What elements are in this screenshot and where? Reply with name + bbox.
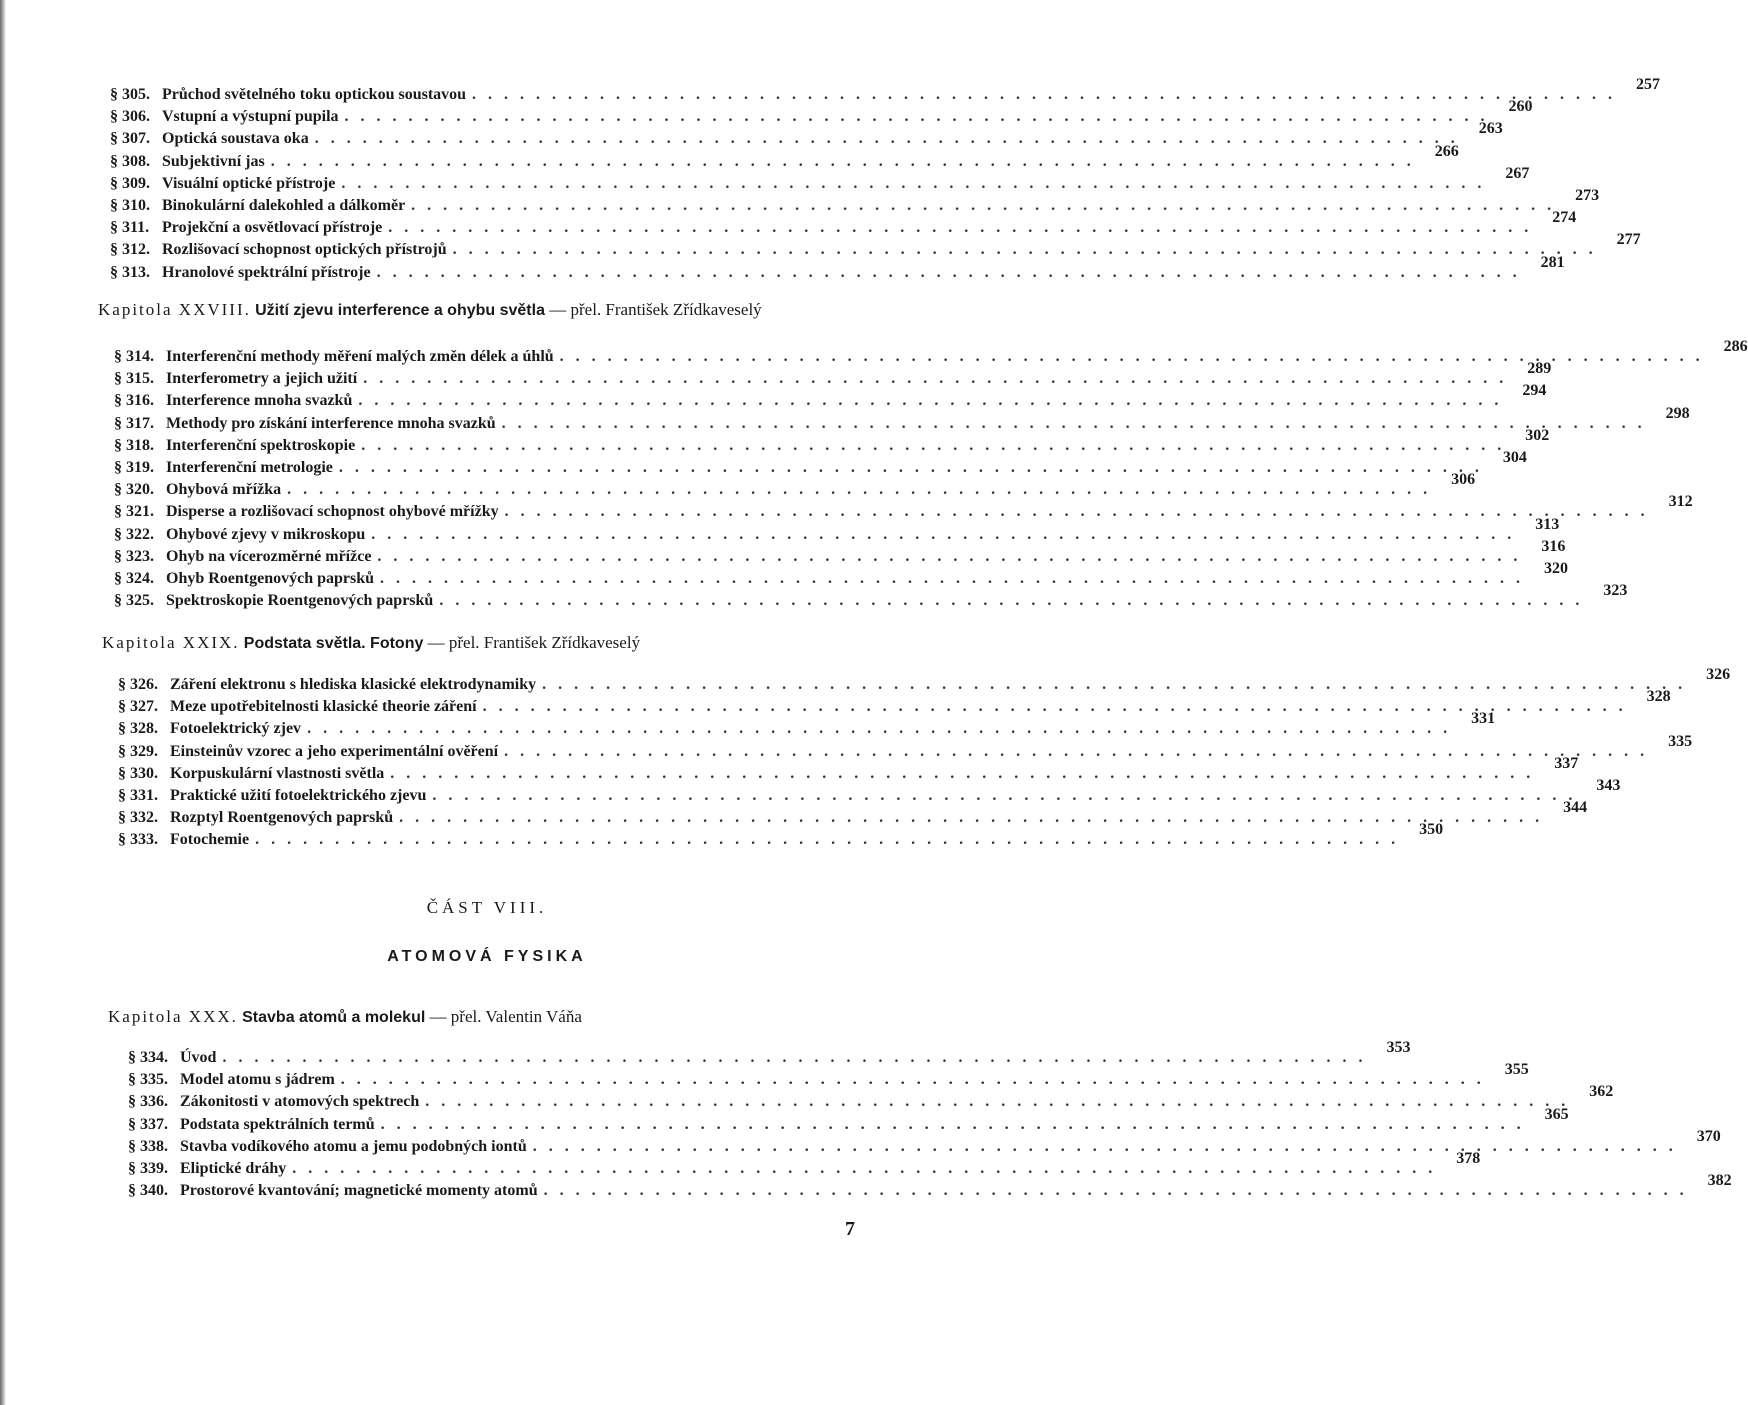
page-reference: 350 xyxy=(1419,821,1444,839)
part-label: ČÁST VIII. xyxy=(426,898,548,917)
toc-entry xyxy=(118,821,1444,851)
dot-leader xyxy=(542,674,1686,696)
page-reference: 382 xyxy=(1707,1172,1732,1190)
chapter-translator: — přel. František Zřídkaveselý xyxy=(427,633,641,652)
section-number: § 328. xyxy=(118,720,158,738)
toc-block-continuation xyxy=(110,76,1661,284)
section-number: § 324. xyxy=(114,569,154,587)
section-number: § 317. xyxy=(114,414,154,432)
section-number: § 332. xyxy=(118,809,158,827)
section-title: Binokulární dalekohled a dálkoměr xyxy=(162,196,406,214)
page-reference: 257 xyxy=(1636,76,1661,93)
section-title: Interference mnoha svazků xyxy=(166,392,353,410)
toc-entry xyxy=(128,1039,1411,1069)
dot-leader xyxy=(315,128,1459,150)
page-reference: 306 xyxy=(1451,471,1476,489)
section-title: Podstata spektrálních termů xyxy=(180,1115,375,1133)
section-title: Spektroskopie Roentgenových paprsků xyxy=(166,592,434,610)
page-reference: 320 xyxy=(1544,559,1569,577)
section-number: § 321. xyxy=(114,503,154,521)
toc-entry xyxy=(114,338,1748,368)
toc-entry xyxy=(118,688,1671,718)
dot-leader xyxy=(222,1047,1366,1069)
toc-entry xyxy=(110,209,1577,239)
toc-block-chapter-xxviii xyxy=(114,338,1748,612)
toc-entry xyxy=(114,493,1693,523)
section-title: Disperse a rozlišovací schopnost ohybové mřížky xyxy=(166,503,499,521)
toc-entry xyxy=(110,76,1661,106)
page-reference: 378 xyxy=(1456,1149,1481,1167)
toc-entry xyxy=(110,186,1600,217)
section-number: § 306. xyxy=(110,108,150,126)
dot-leader xyxy=(439,590,1583,612)
toc-entry xyxy=(114,537,1566,568)
toc-entry xyxy=(128,1105,1569,1136)
section-title: Projekční a osvětlovací přístroje xyxy=(162,219,383,237)
dot-leader xyxy=(399,807,1543,829)
toc-entry xyxy=(114,515,1560,546)
toc-entry xyxy=(114,471,1476,501)
toc-entry xyxy=(114,360,1552,390)
dot-leader xyxy=(255,829,1399,851)
dot-leader xyxy=(287,479,1431,501)
page-reference: 302 xyxy=(1525,426,1550,444)
section-title: Prostorové kvantování; magnetické momenty atomů xyxy=(180,1182,538,1200)
section-number: § 316. xyxy=(114,392,154,410)
toc-entry xyxy=(110,120,1503,150)
dot-leader xyxy=(339,457,1483,479)
page-reference: 344 xyxy=(1563,799,1588,817)
dot-leader xyxy=(411,195,1555,217)
section-number: § 308. xyxy=(110,152,150,170)
page-reference: 362 xyxy=(1589,1083,1614,1101)
section-number: § 305. xyxy=(110,86,150,103)
section-title: Záření elektronu s hlediska klasické elektrodynamiky xyxy=(170,676,537,693)
section-title: Vstupní a výstupní pupila xyxy=(162,108,339,126)
chapter-translator: — přel. František Zřídkaveselý xyxy=(549,300,762,319)
dot-leader xyxy=(505,501,1649,523)
section-title: Korpuskulární vlastnosti světla xyxy=(170,764,385,782)
section-title: Fotochemie xyxy=(170,831,250,849)
toc-entry xyxy=(110,142,1459,173)
page-reference: 355 xyxy=(1504,1061,1529,1079)
toc-entry xyxy=(110,98,1533,128)
dot-leader xyxy=(341,1069,1485,1091)
toc-entry xyxy=(118,754,1579,785)
section-number: § 327. xyxy=(118,698,158,716)
page-number: 7 xyxy=(845,1218,855,1240)
section-title: Hranolové spektrální přístroje xyxy=(162,263,371,281)
section-number: § 330. xyxy=(118,764,158,782)
page-reference: 353 xyxy=(1386,1039,1411,1056)
toc-entry xyxy=(114,582,1628,612)
toc-entry xyxy=(110,164,1530,195)
dot-leader xyxy=(307,718,1451,740)
section-number: § 310. xyxy=(110,196,150,214)
toc-entry xyxy=(110,231,1641,261)
dot-leader xyxy=(453,239,1597,261)
dot-leader xyxy=(377,262,1521,284)
page-reference: 316 xyxy=(1541,537,1566,555)
chapter-label: Kapitola XXX. xyxy=(108,1007,238,1026)
page-scan-edge xyxy=(0,0,6,1405)
section-number: § 309. xyxy=(110,174,150,192)
toc-entry xyxy=(114,382,1547,412)
section-number: § 314. xyxy=(114,348,154,365)
toc-entry xyxy=(110,253,1565,284)
page-reference: 267 xyxy=(1505,164,1530,182)
toc-entry xyxy=(118,776,1621,807)
section-title: Subjektivní jas xyxy=(162,152,265,170)
chapter-heading-xxviii xyxy=(98,300,762,320)
page-reference: 289 xyxy=(1527,360,1552,378)
part-title: ATOMOVÁ FYSIKA xyxy=(387,948,587,965)
section-number: § 337. xyxy=(128,1115,168,1133)
page-reference: 281 xyxy=(1540,253,1565,271)
section-title: Interferenční spektroskopie xyxy=(166,436,356,454)
section-number: § 326. xyxy=(118,676,158,693)
section-number: § 336. xyxy=(128,1093,168,1111)
section-number: § 339. xyxy=(128,1159,168,1177)
dot-leader xyxy=(388,217,1532,239)
dot-leader xyxy=(432,785,1576,807)
page-reference: 335 xyxy=(1668,732,1693,750)
section-number: § 325. xyxy=(114,592,154,610)
section-title: Ohyb Roentgenových paprsků xyxy=(166,569,375,587)
toc-entry xyxy=(118,799,1588,829)
section-title: Průchod světelného toku optickou soustavou xyxy=(162,86,467,103)
section-title: Ohybová mřížka xyxy=(166,481,282,499)
chapter-label: Kapitola XXIX. xyxy=(102,633,240,652)
dot-leader xyxy=(371,524,1515,546)
toc-block-chapter-xxix xyxy=(118,666,1731,852)
section-number: § 335. xyxy=(128,1071,168,1089)
section-title: Visuální optické přístroje xyxy=(162,174,336,192)
toc-entry xyxy=(118,666,1731,696)
dot-leader xyxy=(425,1091,1569,1113)
dot-leader xyxy=(341,173,1485,195)
dot-leader xyxy=(502,413,1646,435)
chapter-label: Kapitola XXVIII. xyxy=(98,300,251,319)
section-title: Interferometry a jejich užití xyxy=(166,370,358,388)
page-reference: 370 xyxy=(1696,1127,1721,1145)
page-reference: 263 xyxy=(1478,120,1503,138)
toc-entry xyxy=(128,1172,1732,1202)
section-title: Stavba vodíkového atomu a jemu podobných iontů xyxy=(180,1137,527,1155)
page-reference: 294 xyxy=(1522,382,1547,400)
toc-entry xyxy=(118,710,1496,740)
section-title: Interferenční metrologie xyxy=(166,458,333,476)
chapter-title: Užití zjevu interference a ohybu světla xyxy=(255,302,545,319)
page-reference: 365 xyxy=(1544,1105,1569,1123)
chapter-translator: — přel. Valentin Váňa xyxy=(429,1007,582,1026)
section-number: § 331. xyxy=(118,786,158,804)
section-title: Ohyb na vícerozměrné mřížce xyxy=(166,547,372,565)
section-title: Úvod xyxy=(180,1049,217,1066)
section-title: Meze upotřebitelnosti klasické theorie záření xyxy=(170,698,477,716)
toc-entry xyxy=(114,559,1569,590)
section-title: Ohybové zjevy v mikroskopu xyxy=(166,525,366,543)
page-reference: 286 xyxy=(1723,338,1748,355)
section-title: Zákonitosti v atomových spektrech xyxy=(180,1093,420,1111)
section-title: Rozptyl Roentgenových paprsků xyxy=(170,809,394,827)
section-number: § 311. xyxy=(110,219,150,237)
dot-leader xyxy=(377,546,1521,568)
section-number: § 333. xyxy=(118,831,158,849)
dot-leader xyxy=(544,1180,1688,1202)
dot-leader xyxy=(358,390,1502,412)
dot-leader xyxy=(292,1158,1436,1180)
dot-leader xyxy=(361,435,1505,457)
section-number: § 313. xyxy=(110,263,150,281)
section-number: § 318. xyxy=(114,436,154,454)
page-reference: 273 xyxy=(1575,186,1600,204)
page-reference: 260 xyxy=(1508,98,1533,116)
toc-entry xyxy=(114,448,1527,479)
dot-leader xyxy=(271,151,1415,173)
dot-leader xyxy=(390,763,1534,785)
section-number: § 340. xyxy=(128,1182,168,1200)
section-title: Model atomu s jádrem xyxy=(180,1071,335,1089)
page-reference: 323 xyxy=(1603,582,1628,600)
page-reference: 337 xyxy=(1554,754,1579,772)
chapter-heading-xxix xyxy=(102,633,640,653)
section-number: § 334. xyxy=(128,1049,168,1066)
page-reference: 326 xyxy=(1706,666,1731,683)
page-reference: 274 xyxy=(1552,209,1577,227)
toc-entry xyxy=(128,1149,1481,1180)
section-number: § 312. xyxy=(110,241,150,259)
page-reference: 298 xyxy=(1665,404,1690,422)
page-reference: 313 xyxy=(1535,515,1560,533)
toc-entry xyxy=(128,1083,1614,1113)
page-reference: 312 xyxy=(1668,493,1693,511)
dot-leader xyxy=(533,1136,1677,1158)
section-title: Fotoelektrický zjev xyxy=(170,720,302,738)
section-number: § 315. xyxy=(114,370,154,388)
chapter-title: Stavba atomů a molekul xyxy=(242,1009,426,1026)
section-title: Eliptické dráhy xyxy=(180,1159,287,1177)
page-reference: 343 xyxy=(1596,776,1621,794)
page-reference: 277 xyxy=(1616,231,1641,249)
section-number: § 338. xyxy=(128,1137,168,1155)
toc-entry xyxy=(128,1061,1529,1091)
section-number: § 323. xyxy=(114,547,154,565)
chapter-heading-xxx xyxy=(108,1007,582,1027)
section-number: § 319. xyxy=(114,458,154,476)
section-number: § 322. xyxy=(114,525,154,543)
page-reference: 328 xyxy=(1646,688,1671,706)
chapter-title: Podstata světla. Fotony xyxy=(243,635,424,652)
toc-block-chapter-xxx xyxy=(128,1039,1732,1202)
dot-leader xyxy=(504,741,1648,763)
page-reference: 304 xyxy=(1502,448,1527,466)
section-title: Optická soustava oka xyxy=(162,130,309,148)
dot-leader xyxy=(472,84,1616,106)
dot-leader xyxy=(345,106,1489,128)
dot-leader xyxy=(380,568,1524,590)
dot-leader xyxy=(381,1114,1525,1136)
section-number: § 307. xyxy=(110,130,150,148)
section-number: § 329. xyxy=(118,742,158,760)
section-title: Methody pro získání interference mnoha svazků xyxy=(166,414,496,432)
section-title: Rozlišovací schopnost optických přístrojů xyxy=(162,241,447,259)
section-title: Praktické užití fotoelektrického zjevu xyxy=(170,786,427,804)
page-reference: 331 xyxy=(1471,710,1496,728)
section-title: Einsteinův vzorec a jeho experimentální ověření xyxy=(170,742,499,760)
section-title: Interferenční methody měření malých změn délek a úhlů xyxy=(166,348,554,365)
section-number: § 320. xyxy=(114,481,154,499)
page-reference: 266 xyxy=(1434,142,1459,160)
dot-leader xyxy=(363,368,1507,390)
